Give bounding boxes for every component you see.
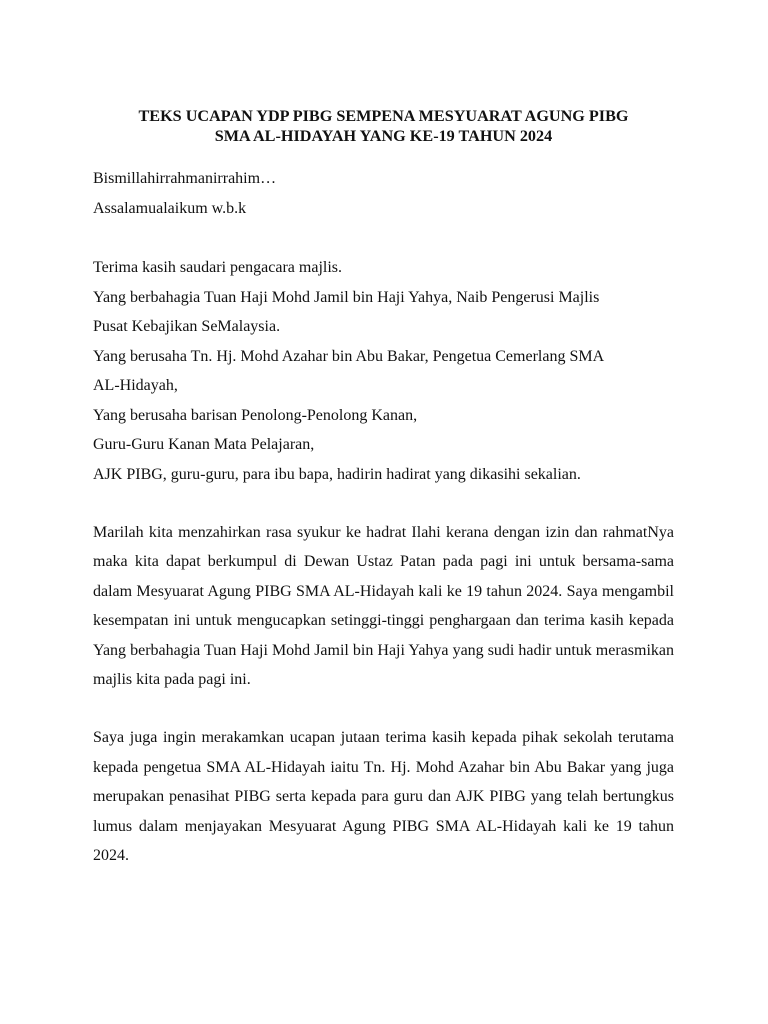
document-title xyxy=(93,106,674,146)
title-line-1: TEKS UCAPAN YDP PIBG SEMPENA MESYUARAT AGUNG PIBG xyxy=(138,107,629,125)
body-paragraph-1: Marilah kita menzahirkan rasa syukur ke hadrat Ilahi kerana dengan izin dan rahmatNya maka kita dapat berkumpul di Dewan Ustaz Patan pada pagi ini untuk bersama-sama dalam Mesyuarat Agung PIBG SMA AL-Hidayah kali ke 19 tahun 2024. Saya mengambil kesempatan ini untuk mengucapkan setinggi-tinggi penghargaan dan terima kasih kepada Yang berbahagia Tuan Haji Mohd Jamil bin Haji Yahya yang sudi hadir untuk merasmikan majlis kita pada pagi ini. xyxy=(93,524,674,689)
salutation-line: Yang berusaha Tn. Hj. Mohd Azahar bin Abu Bakar, Pengetua Cemerlang SMA xyxy=(93,347,605,365)
greeting-bismillah: Bismillahirrahmanirrahim… xyxy=(93,170,277,187)
salutation-line: Terima kasih saudari pengacara majlis. xyxy=(93,259,342,276)
greeting-salam: Assalamualaikum w.b.k xyxy=(93,199,247,217)
salutation-line: Guru-Guru Kanan Mata Pelajaran, xyxy=(93,436,315,453)
salutation-line: Yang berusaha barisan Penolong-Penolong Kanan, xyxy=(93,406,418,424)
salutation-block xyxy=(93,253,674,489)
greeting-block xyxy=(93,164,674,223)
salutation-line: Yang berbahagia Tuan Haji Mohd Jamil bin Haji Yahya, Naib Pengerusi Majlis xyxy=(93,288,600,306)
document-body xyxy=(93,106,674,870)
salutation-line: Pusat Kebajikan SeMalaysia. xyxy=(93,318,281,335)
title-line-2: SMA AL-HIDAYAH YANG KE-19 TAHUN 2024 xyxy=(214,127,553,145)
salutation-line: AJK PIBG, guru-guru, para ibu bapa, hadirin hadirat yang dikasihi sekalian. xyxy=(93,465,581,483)
salutation-line: AL-Hidayah, xyxy=(93,377,178,394)
body-paragraph-2: Saya juga ingin merakamkan ucapan jutaan terima kasih kepada pihak sekolah terutama kepada pengetua SMA AL-Hidayah iaitu Tn. Hj. Mohd Azahar bin Abu Bakar yang juga merupakan penasihat PIBG serta kepada para guru dan AJK PIBG yang telah bertungkus lumus dalam menjayakan Mesyuarat Agung PIBG SMA AL-Hidayah kali ke 19 tahun 2024. xyxy=(93,729,674,865)
